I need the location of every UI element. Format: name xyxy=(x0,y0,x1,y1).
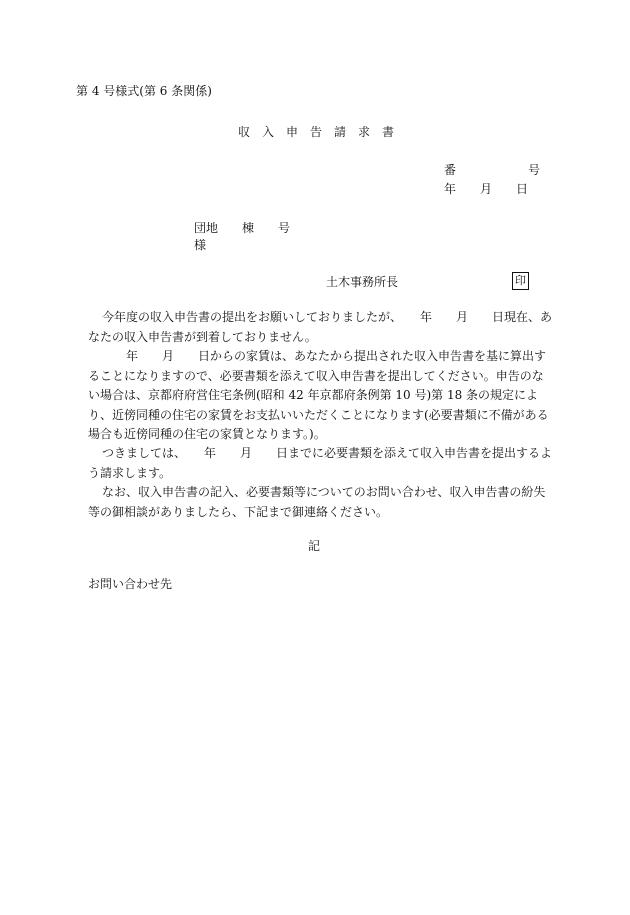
seal-stamp: 印 xyxy=(512,272,529,290)
form-number-label: 第 4 号様式(第 6 条関係) xyxy=(76,84,212,98)
paragraph-deadline: つきましては、 年 月 日までに必要書類を添えて収入申告書を提出するよう請求します。 xyxy=(88,446,553,480)
document-title: 収 入 申 告 請 求 書 xyxy=(238,125,395,139)
document-number-line: 番 号 xyxy=(444,163,541,177)
paragraph-request: 今年度の収入申告書の提出をお願いしておりましたが、 年 月 日現在、あなたの収入申告書が到着しておりません。 xyxy=(88,310,553,344)
contact-label: お問い合わせ先 xyxy=(88,577,173,591)
document-date-line: 年 月 日 xyxy=(444,182,529,196)
recipient-address: 団地 棟 号 xyxy=(194,221,291,235)
sender-title: 土木事務所長 xyxy=(326,275,399,289)
paragraph-inquiry: なお、収入申告書の記入、必要書類等についてのお問い合わせ、収入申告書の紛失等の御相談がありましたら、下記まで御連絡ください。 xyxy=(88,485,546,519)
ki-heading: 記 xyxy=(308,539,321,553)
recipient-honorific: 様 xyxy=(194,238,207,252)
paragraph-rent-calculation: 年 月 日からの家賃は、あなたから提出された収入申告書を基に算出することになりますので、必要書類を添えて収入申告書を提出してください。申告のない場合は、京都府府営住宅条例(昭和 42 年京都府条例第 10 号)第 18 条の規定により、近傍同種の住宅の家賃をお支払いいただくことになります(必要書類に不備がある場合も近傍同種の住宅の家賃となります。)。 xyxy=(88,349,549,441)
